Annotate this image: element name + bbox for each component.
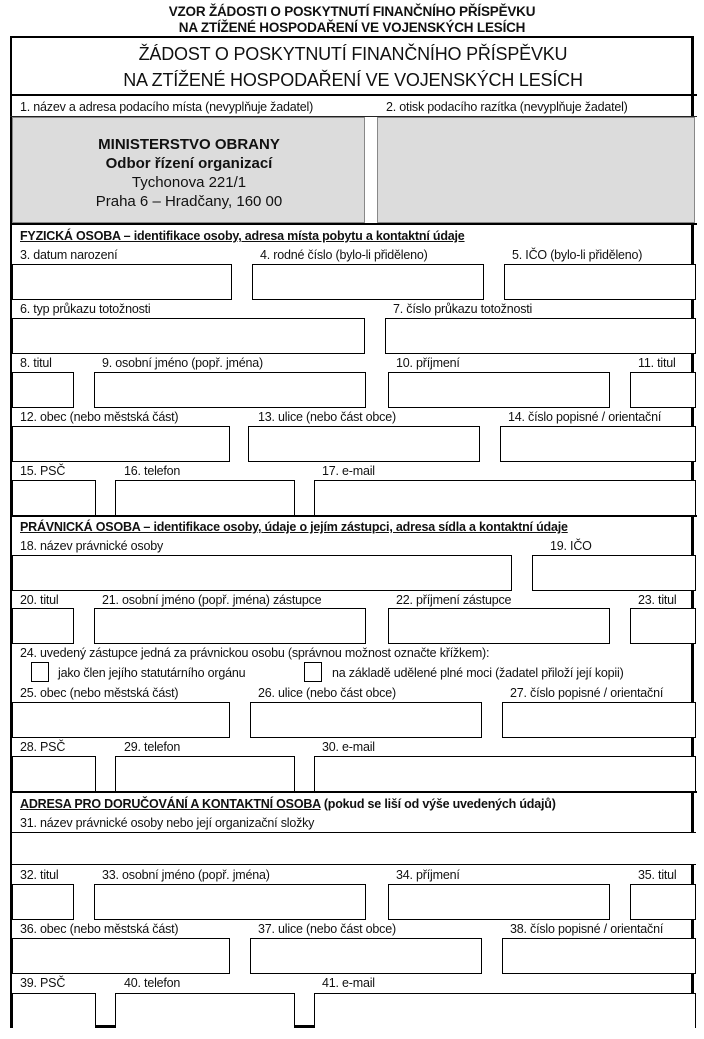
document-heading-line2: NA ZTÍŽENÉ HOSPODAŘENÍ VE VOJENSKÝCH LESÍCH: [178, 20, 526, 35]
legal-person-heading: PRÁVNICKÁ OSOBA – identifikace osoby, údaje o jejím zástupci, adresa sídla a kontaktní údaje: [20, 520, 568, 534]
field-3-label: 3. datum narození: [20, 248, 118, 262]
contact-title-before-input[interactable]: [12, 884, 74, 920]
legal-postal-code-input[interactable]: [12, 756, 96, 792]
contact-title-after-input[interactable]: [630, 884, 696, 920]
field-36-label: 36. obec (nebo městská část): [20, 922, 179, 936]
ico-input[interactable]: [504, 264, 696, 300]
rep-surname-input[interactable]: [388, 608, 610, 644]
field-38-label: 38. číslo popisné / orientační: [510, 922, 664, 936]
field-34-label: 34. příjmení: [396, 868, 460, 882]
field-32-label: 32. titul: [20, 868, 59, 882]
field-33-label: 33. osobní jméno (popř. jména): [102, 868, 270, 882]
birth-date-input[interactable]: [12, 264, 232, 300]
rep-title-before-input[interactable]: [12, 608, 74, 644]
field-5-label: 5. IČO (bylo-li přiděleno): [512, 248, 643, 262]
field-41-label: 41. e-mail: [322, 976, 375, 990]
field-39-label: 39. PSČ: [20, 976, 66, 990]
house-number-input[interactable]: [500, 426, 696, 462]
legal-house-number-input[interactable]: [502, 702, 696, 738]
title-before-input[interactable]: [12, 372, 74, 408]
field-29-label: 29. telefon: [124, 740, 181, 754]
field-19-label: 19. IČO: [550, 539, 592, 553]
power-of-attorney-checkbox[interactable]: [304, 662, 322, 682]
power-of-attorney-label: na základě udělené plné moci (žadatel přiloží její kopii): [332, 666, 624, 680]
field-13-label: 13. ulice (nebo část obce): [258, 410, 396, 424]
field-7-label: 7. číslo průkazu totožnosti: [393, 302, 533, 316]
legal-name-input[interactable]: [12, 555, 512, 591]
field-22-label: 22. příjmení zástupce: [396, 593, 512, 607]
field-26-label: 26. ulice (nebo část obce): [258, 686, 396, 700]
postal-code-input[interactable]: [12, 480, 96, 516]
field-2-label: 2. otisk podacího razítka (nevyplňuje žadatel): [386, 100, 628, 114]
field-16-label: 16. telefon: [124, 464, 181, 478]
office-name: MINISTERSTVO OBRANY: [98, 136, 280, 153]
legal-municipality-input[interactable]: [12, 702, 230, 738]
field-15-label: 15. PSČ: [20, 464, 66, 478]
legal-street-input[interactable]: [250, 702, 482, 738]
form-title-line2: NA ZTÍŽENÉ HOSPODAŘENÍ VE VOJENSKÝCH LESÍCH: [123, 70, 583, 90]
field-14-label: 14. číslo popisné / orientační: [508, 410, 662, 424]
field-10-label: 10. příjmení: [396, 356, 460, 370]
stamp-box: [377, 117, 695, 223]
rep-title-after-input[interactable]: [630, 608, 696, 644]
field-9-label: 9. osobní jméno (popř. jména): [102, 356, 263, 370]
divider: [10, 94, 697, 96]
statutory-body-label: jako člen jejího statutárního orgánu: [58, 666, 246, 680]
delivery-house-number-input[interactable]: [502, 938, 696, 974]
field-37-label: 37. ulice (nebo část obce): [258, 922, 396, 936]
field-6-label: 6. typ průkazu totožnosti: [20, 302, 151, 316]
contact-surname-input[interactable]: [388, 884, 610, 920]
field-21-label: 21. osobní jméno (popř. jména) zástupce: [102, 593, 322, 607]
delivery-postal-code-input[interactable]: [12, 993, 96, 1028]
field-18-label: 18. název právnické osoby: [20, 539, 164, 553]
delivery-org-name-input[interactable]: [12, 832, 696, 865]
field-1-label: 1. název a adresa podacího místa (nevyplňuje žadatel): [20, 100, 314, 114]
street-input[interactable]: [248, 426, 480, 462]
form-title-line1: ŽÁDOST O POSKYTNUTÍ FINANČNÍHO PŘÍSPĚVKU: [138, 44, 568, 64]
field-23-label: 23. titul: [638, 593, 677, 607]
contact-first-name-input[interactable]: [94, 884, 366, 920]
field-11-label: 11. titul: [638, 356, 676, 370]
field-31-label: 31. název právnické osoby nebo její organizační složky: [20, 816, 315, 830]
municipality-input[interactable]: [12, 426, 230, 462]
id-type-input[interactable]: [12, 318, 365, 354]
field-28-label: 28. PSČ: [20, 740, 66, 754]
document-heading-line1: VZOR ŽÁDOSTI O POSKYTNUTÍ FINANČNÍHO PŘÍSPĚVKU: [168, 4, 536, 19]
email-input[interactable]: [314, 480, 696, 516]
delivery-municipality-input[interactable]: [12, 938, 230, 974]
field-35-label: 35. titul: [638, 868, 677, 882]
title-after-input[interactable]: [630, 372, 696, 408]
surname-input[interactable]: [388, 372, 610, 408]
field-30-label: 30. e-mail: [322, 740, 375, 754]
natural-person-heading: FYZICKÁ OSOBA – identifikace osoby, adresa místa pobytu a kontaktní údaje: [20, 229, 465, 243]
divider: [10, 223, 697, 225]
field-4-label: 4. rodné číslo (bylo-li přiděleno): [260, 248, 428, 262]
field-25-label: 25. obec (nebo městská část): [20, 686, 179, 700]
first-name-input[interactable]: [94, 372, 366, 408]
field-40-label: 40. telefon: [124, 976, 181, 990]
office-department: Odbor řízení organizací: [105, 155, 273, 172]
legal-ico-input[interactable]: [532, 555, 696, 591]
divider: [10, 791, 697, 793]
field-27-label: 27. číslo popisné / orientační: [510, 686, 664, 700]
field-8-label: 8. titul: [20, 356, 52, 370]
field-12-label: 12. obec (nebo městská část): [20, 410, 179, 424]
statutory-body-checkbox[interactable]: [31, 662, 49, 682]
delivery-email-input[interactable]: [314, 993, 696, 1028]
delivery-street-input[interactable]: [250, 938, 482, 974]
legal-phone-input[interactable]: [115, 756, 295, 792]
id-number-input[interactable]: [385, 318, 696, 354]
field-24-label: 24. uvedený zástupce jedná za právnickou osobu (správnou možnost označte křížkem):: [20, 646, 490, 660]
field-17-label: 17. e-mail: [322, 464, 375, 478]
office-city: Praha 6 – Hradčany, 160 00: [95, 193, 283, 210]
legal-email-input[interactable]: [314, 756, 696, 792]
delivery-heading: ADRESA PRO DORUČOVÁNÍ A KONTAKTNÍ OSOBA (pokud se liší od výše uvedených údajů): [20, 797, 556, 811]
field-20-label: 20. titul: [20, 593, 59, 607]
delivery-phone-input[interactable]: [115, 993, 295, 1028]
birth-number-input[interactable]: [252, 264, 484, 300]
office-street: Tychonova 221/1: [131, 174, 247, 191]
phone-input[interactable]: [115, 480, 295, 516]
rep-first-name-input[interactable]: [94, 608, 366, 644]
divider: [10, 515, 697, 517]
